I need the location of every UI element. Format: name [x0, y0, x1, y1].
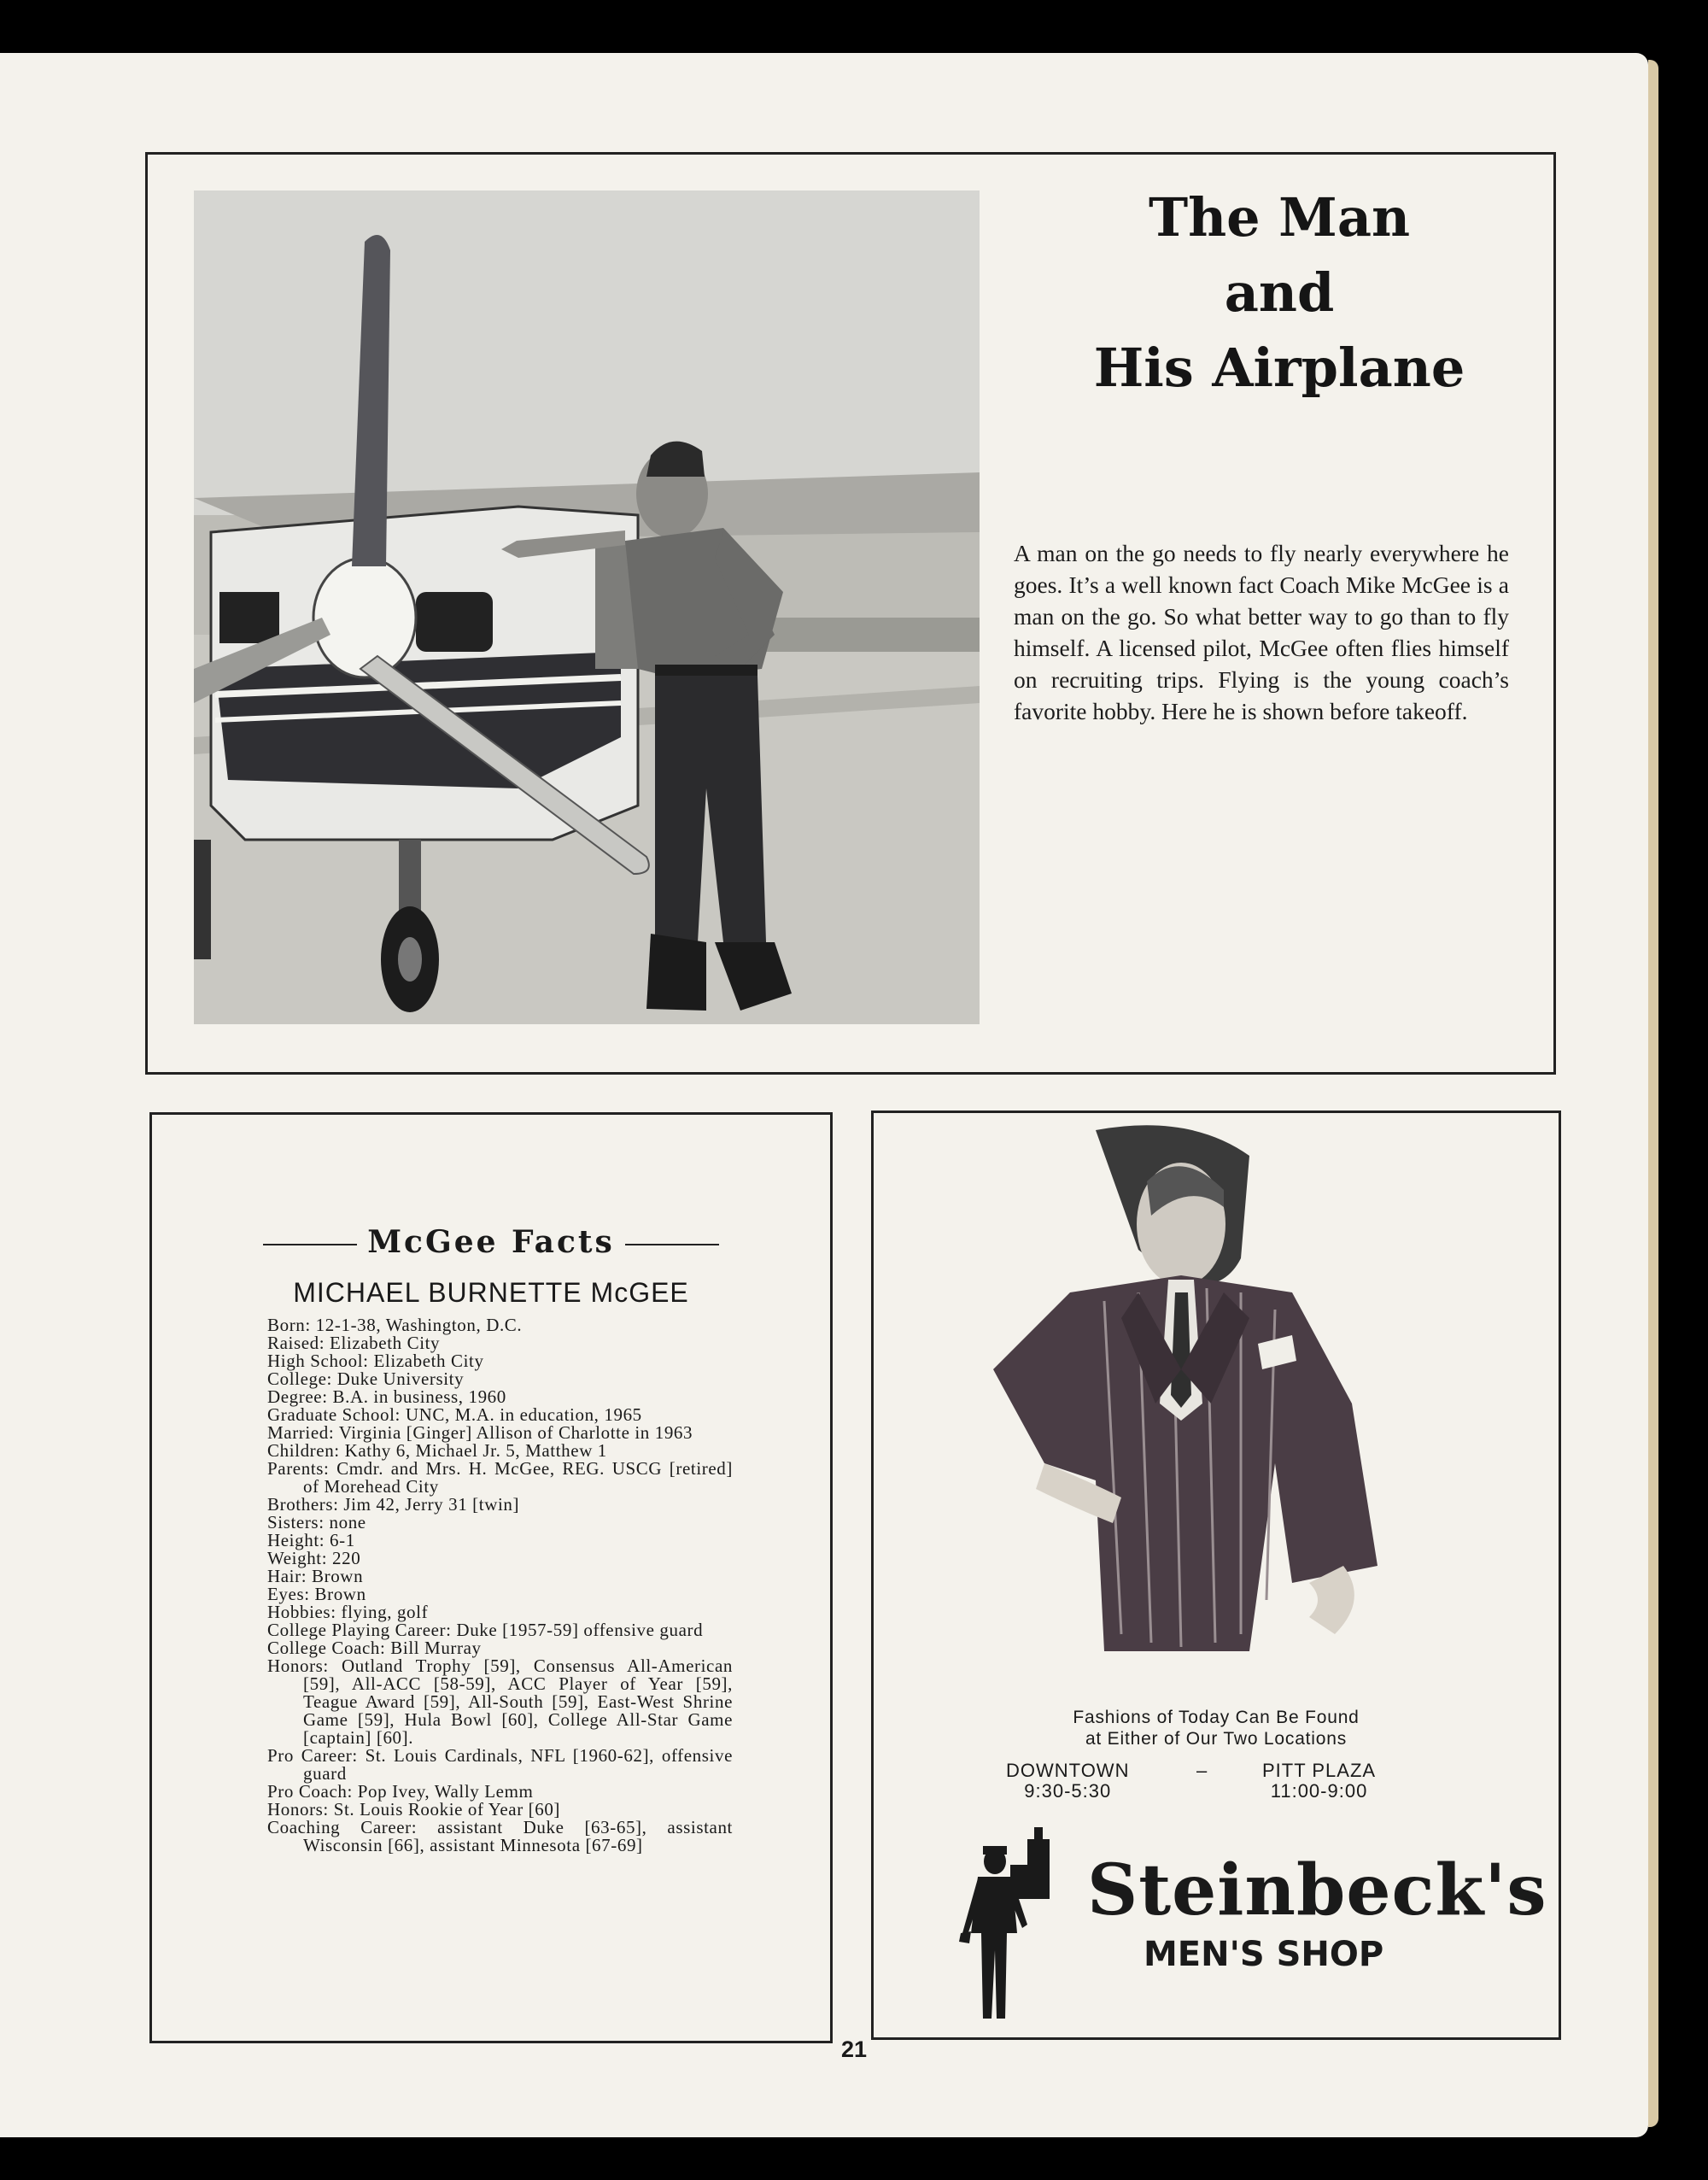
- fact-pro-coach: Pro Coach: Pop Ivey, Wally Lemm: [267, 1781, 534, 1802]
- pitt-plaza-label: PITT PLAZA: [1262, 1760, 1377, 1781]
- fact-college-playing-career: College Playing Career: Duke [1957-59] offensive guard: [267, 1620, 704, 1640]
- fact-honors-pro: Honors: St. Louis Rookie of Year [60]: [267, 1799, 561, 1820]
- location-separator: –: [1196, 1760, 1208, 1781]
- fact-parents: Parents: Cmdr. and Mrs. H. McGee, REG. USCG [retired] of Morehead City: [267, 1458, 733, 1497]
- fact-married: Married: Virginia [Ginger] Allison of Charlotte in 1963: [267, 1422, 693, 1443]
- fact-coaching-career: Coaching Career: assistant Duke [63-65], assistant Wisconsin [66], assistant Minnesota [67-69]: [267, 1817, 733, 1855]
- fact-weight: Weight: 220: [267, 1548, 361, 1568]
- fact-degree: Degree: B.A. in business, 1960: [267, 1386, 506, 1407]
- fashion-model-illustration: [968, 1122, 1463, 1668]
- page-number: 21: [840, 2036, 868, 2062]
- facts-title: [152, 1224, 830, 1260]
- title-rule-left: [263, 1244, 357, 1245]
- fact-born: Born: 12-1-38, Washington, D.C.: [267, 1315, 523, 1335]
- fact-honors-college: Honors: Outland Trophy [59], Consensus All-American [59], All-ACC [58-59], ACC Player of Year [59], Teague Award [59], All-South [59], East-West Shrine Game [59], Hula Bowl [60], College All-Star Game [captain] [60].: [267, 1656, 733, 1748]
- steinbecks-logo-text: Steinbeck's: [1087, 1849, 1547, 1931]
- title-rule-right: [625, 1244, 719, 1245]
- coach-airplane-photo: [194, 190, 980, 1024]
- article-headline: [1036, 180, 1523, 406]
- fact-brothers: Brothers: Jim 42, Jerry 31 [twin]: [267, 1494, 520, 1515]
- steinbecks-advertisement: [871, 1111, 1561, 2040]
- airplane-photo-illustration: [194, 190, 980, 1024]
- ad-tagline-line-2: at Either of Our Two Locations: [1085, 1729, 1348, 1749]
- headline-line-1: The Man: [1148, 186, 1411, 249]
- ad-tagline-line-1: Fashions of Today Can Be Found: [1073, 1708, 1360, 1727]
- headline-line-3: His Airplane: [1093, 337, 1465, 399]
- fact-hobbies: Hobbies: flying, golf: [267, 1602, 429, 1622]
- mens-shop-label: MEN'S SHOP: [1144, 1935, 1384, 1974]
- downtown-hours: 9:30-5:30: [1024, 1780, 1112, 1802]
- fact-high-school: High School: Elizabeth City: [267, 1351, 484, 1371]
- headline-line-2: and: [1224, 261, 1335, 324]
- fact-eyes: Eyes: Brown: [267, 1584, 366, 1604]
- gentleman-silhouette-logo: [959, 1822, 1062, 2027]
- fact-sisters: Sisters: none: [267, 1512, 366, 1532]
- fact-pro-career: Pro Career: St. Louis Cardinals, NFL [1960-62], offensive guard: [267, 1745, 733, 1784]
- fact-graduate-school: Graduate School: UNC, M.A. in education, 1965: [267, 1404, 642, 1425]
- fact-hair: Hair: Brown: [267, 1566, 364, 1586]
- ad-location-pitt-plaza: [1262, 1761, 1376, 1802]
- article-body: A man on the go needs to fly nearly everywhere he goes. It’s a well known fact Coach Mike McGee is a man on the go. So what better way to go than to fly himself. A licensed pilot, McGee often flies himself on recruiting trips. Flying is the young coach’s favorite hobby. Here he is shown before takeoff.: [1014, 540, 1509, 724]
- facts-list: [267, 1316, 733, 1855]
- pitt-plaza-hours: 11:00-9:00: [1270, 1780, 1368, 1802]
- fact-children: Children: Kathy 6, Michael Jr. 5, Matthew 1: [267, 1440, 607, 1461]
- ad-location-downtown: [1006, 1761, 1129, 1802]
- feature-article-box: [145, 152, 1556, 1075]
- mcgee-facts-box: [149, 1112, 833, 2043]
- facts-full-name: MICHAEL BURNETTE McGEE: [293, 1277, 689, 1308]
- facts-title-text: McGee Facts: [367, 1224, 615, 1260]
- downtown-label: DOWNTOWN: [1006, 1760, 1130, 1781]
- fact-height: Height: 6-1: [267, 1530, 355, 1550]
- fact-raised: Raised: Elizabeth City: [267, 1333, 441, 1353]
- page-edge: [1648, 60, 1658, 2127]
- fact-college-coach: College Coach: Bill Murray: [267, 1638, 482, 1658]
- fact-college: College: Duke University: [267, 1368, 465, 1389]
